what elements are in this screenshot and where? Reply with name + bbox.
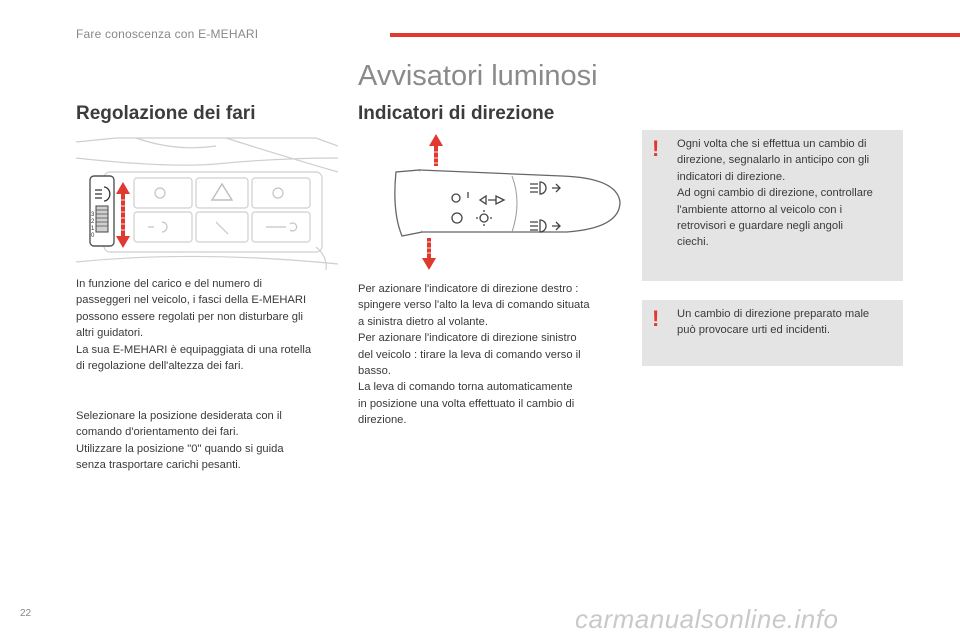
text-line: Ogni volta che si effettua un cambio di	[677, 138, 867, 150]
text-line: Ad ogni cambio di direzione, controllare	[677, 187, 873, 200]
text-line: senza trasportare carichi pesanti.	[76, 459, 241, 472]
header-accent-bar	[390, 33, 960, 37]
warning-text-2	[677, 306, 897, 339]
page-number: 22	[20, 608, 32, 619]
text-line: Selezionare la posizione desiderata con il	[76, 410, 282, 422]
text-line: retrovisori e guardare negli angoli	[677, 220, 844, 233]
up-arrow-icon	[429, 134, 443, 166]
warning-box-2	[642, 300, 903, 366]
dial-label-1: 1	[91, 226, 95, 232]
text-line: La leva di comando torna automaticamente	[358, 381, 573, 394]
warning-box-1	[642, 130, 903, 281]
dial-label-2: 2	[91, 219, 95, 225]
text-line: può provocare urti ed incidenti.	[677, 324, 830, 337]
watermark: carmanualsonline.info	[575, 604, 839, 634]
text-line: spingere verso l'alto la leva di comando situata	[358, 299, 590, 312]
section-header: Fare conoscenza con E-MEHARI	[76, 27, 259, 41]
text-line: del veicolo : tirare la leva di comando verso il	[358, 348, 581, 361]
text-line: di regolazione dell'altezza dei fari.	[76, 360, 244, 373]
exclamation-warning-icon: !	[652, 306, 660, 331]
text-line: l'ambiente attorno al veicolo con i	[677, 203, 843, 216]
text-line: indicatori di direzione.	[677, 170, 786, 183]
text-line: direzione, segnalarlo in anticipo con gli	[677, 154, 870, 167]
down-arrow-icon	[422, 238, 436, 270]
dial-label-0: 0	[91, 233, 95, 239]
headlamp-heading: Regolazione dei fari	[76, 103, 256, 124]
turn-signal-stalk-illustration	[392, 132, 622, 272]
text-line: comando d'orientamento dei fari.	[76, 426, 239, 439]
text-line: Utilizzare la posizione "0" quando si guida	[76, 442, 284, 455]
text-line: a sinistra dietro al volante.	[358, 315, 488, 328]
adjustment-arrow-icon	[116, 182, 130, 248]
headlamp-text-2	[76, 408, 346, 474]
text-line: possono essere regolati per non disturbare gli	[76, 310, 303, 323]
exclamation-warning-icon: !	[652, 136, 660, 161]
text-line: In funzione del carico e del numero di	[76, 278, 262, 290]
text-line: altri guidatori.	[76, 327, 144, 340]
text-line: Per azionare l'indicatore di direzione destro :	[358, 283, 579, 295]
indicators-text	[358, 281, 623, 429]
page-title: Avvisatori luminosi	[358, 60, 598, 92]
text-line: basso.	[358, 365, 391, 378]
warning-text-1	[677, 136, 897, 251]
headlamp-text-1	[76, 276, 346, 374]
text-line: Per azionare l'indicatore di direzione sinistro	[358, 332, 577, 345]
text-line: ciechi.	[677, 236, 709, 249]
dial-label-3: 3	[91, 212, 95, 218]
text-line: Un cambio di direzione preparato male	[677, 308, 870, 320]
text-line: direzione.	[358, 414, 407, 427]
text-line: passeggeri nel veicolo, i fasci della E-MEHARI	[76, 294, 307, 307]
text-line: in posizione una volta effettuato il cambio di	[358, 397, 575, 410]
text-line: La sua E-MEHARI è equipaggiata di una rotella	[76, 343, 312, 356]
indicators-heading: Indicatori di direzione	[358, 103, 555, 124]
headlamp-adjustment-illustration	[76, 132, 338, 272]
